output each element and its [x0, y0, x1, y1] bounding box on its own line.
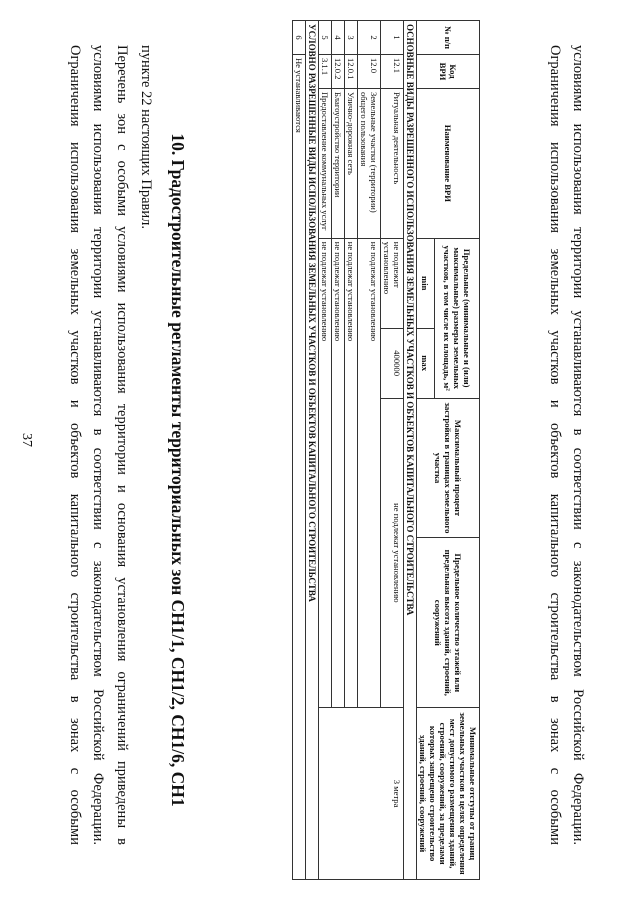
- row-min: не подлежит установлению: [381, 238, 404, 328]
- row-num: 4: [332, 21, 345, 55]
- section-row-conditional: [306, 21, 319, 880]
- row-max: 400000: [381, 328, 404, 398]
- row-name: Благоустройство территории: [332, 88, 345, 238]
- row-values: не подлежат установлению: [358, 238, 381, 707]
- page-number: 37: [19, 433, 34, 447]
- intro-line-2: условиями использования территории устанавливаются в соответствии с законодательством Российской Федерации.: [90, 45, 106, 845]
- regulations-table: [292, 20, 480, 880]
- table-header-row: [434, 21, 479, 880]
- header-sizes: Предельные (минимальные и (или) максимальные) размеры земельных участков, в том числе их площадь, м²: [434, 238, 479, 398]
- header-code: Код ВРИ: [417, 54, 480, 88]
- header-setbacks: Минимальные отступы от границ земельных участков в целях определения мест допустимого размещения зданий, строений, сооружений, за пределами которых запрещено строительство зданий, строений, сооружений: [417, 708, 480, 880]
- intro-line-3: Перечень зон с особыми условиями использования территории и основания установления ограничений приведены в: [114, 45, 130, 845]
- row-name: Улично-дорожная сеть: [345, 88, 358, 238]
- section-conditional-label: УСЛОВНО РАЗРЕШЕННЫЕ ВИДЫ ИСПОЛЬЗОВАНИЯ ЗЕМЕЛЬНЫХ УЧАСТКОВ И ОБЪЕКТОВ КАПИТАЛЬНОГО СТРОИТЕЛЬСТВА: [306, 21, 319, 880]
- row-name: Предоставление коммунальных услуг: [319, 88, 332, 238]
- row-name: Земельные участки (территории) общего пользования: [358, 88, 381, 238]
- row-values: не подлежат установлению: [319, 238, 332, 707]
- section-row-main: [404, 21, 417, 880]
- outro-line-2: условиями использования территории устанавливаются в соответствии с законодательством Российской Федерации.: [570, 45, 586, 845]
- row-setback: 3 метра: [319, 708, 404, 880]
- header-min: min: [417, 238, 435, 328]
- header-max: max: [417, 328, 435, 398]
- row-num: 1: [381, 21, 404, 55]
- header-percent: Максимальный процент застройки в границах земельного участка: [417, 398, 480, 538]
- outro-line-1: Ограничения использования земельных участков и объектов капитального строительства в зонах с особыми: [547, 45, 563, 845]
- header-num: № п/п: [417, 21, 480, 55]
- intro-line-4: пункте 22 настоящих Правил.: [138, 45, 154, 229]
- row-num: 2: [358, 21, 381, 55]
- row-name: Ритуальная деятельность: [381, 88, 404, 238]
- row-values: не подлежат установлению: [332, 238, 345, 707]
- section-main-label: ОСНОВНЫЕ ВИДЫ РАЗРЕШЕННОГО ИСПОЛЬЗОВАНИЯ ЗЕМЕЛЬНЫХ УЧАСТКОВ И ОБЪЕКТОВ КАПИТАЛЬНОГО СТРОИТЕЛЬСТВА: [404, 21, 417, 880]
- header-name: Наименование ВРИ: [417, 88, 480, 238]
- row-code: 12.1: [381, 54, 404, 88]
- header-floors: Предельное количество этажей или предельная высота зданий, строений, сооружений: [417, 538, 480, 708]
- row-code: 12.0: [358, 54, 381, 88]
- row-percent: не подлежат установлению: [381, 398, 404, 708]
- row-num: 5: [319, 21, 332, 55]
- row-code: 12.0.1: [345, 54, 358, 88]
- row-num: 6: [293, 21, 306, 55]
- section-title: 10. Градостроительные регламенты территориальных зон СН1/1, СН1/2, СН1/6, СН1: [168, 133, 188, 807]
- row-num: 3: [345, 21, 358, 55]
- table-row: [293, 21, 306, 880]
- row-code: 12.0.2: [332, 54, 345, 88]
- row-code: 3.1.1: [319, 54, 332, 88]
- intro-line-1: Ограничения использования земельных участков и объектов капитального строительства в зонах с особыми: [67, 45, 83, 845]
- row-values: не подлежат установлению: [345, 238, 358, 707]
- table-row: [381, 21, 404, 880]
- row-name: Не устанавливаются: [293, 54, 306, 879]
